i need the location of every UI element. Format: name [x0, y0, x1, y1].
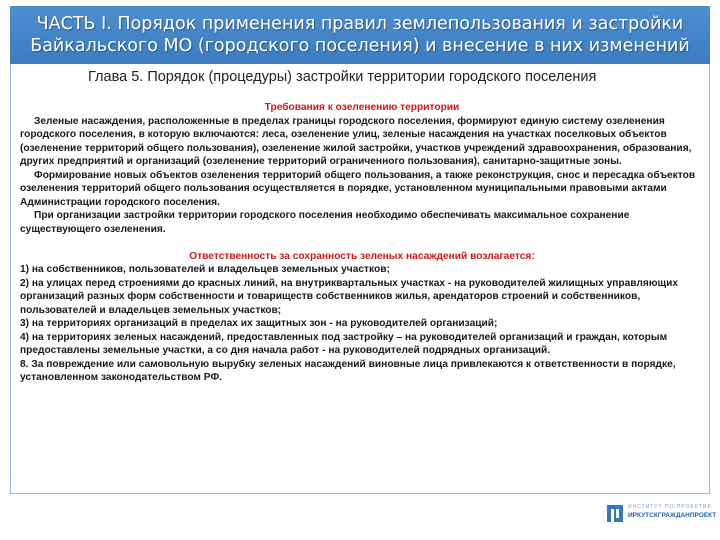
title-line-2: Байкальского МО (городского поселения) и внесение в них изменений [30, 36, 690, 56]
paragraph: При организации застройки территории городского поселения необходимо обеспечивать максимальное сохранение существующего озеленения. [20, 210, 630, 235]
list-item: 8. За повреждение или самовольную вырубку зеленых насаждений виновные лица привлекаются к ответственности в порядке, установленном законодательством РФ. [20, 358, 676, 383]
paragraph: Зеленые насаждения, расположенные в пределах границы городского поселения, формируют единую систему озеленения городского поселения, в которую включаются: леса, озеленение улиц, зеленые насаждения на участках поселковых объектов (озеленение территорий общего пользования), озеленение жилой застройки, участков учреждений здравоохранения, образования, других предприятий и организаций (озеленение территорий ограниченного пользования), санитарно-защитные зоны. [20, 115, 692, 167]
list-item: 2) на улицах перед строениями до красных линий, на внутриквартальных участках - на руководителей жилищных управляющих организаций разных форм собственности и товариществ собственников жилья, арендаторов строений и собственников, пользователей и владельцев земельных участков; [20, 277, 679, 316]
list-item: 3) на территориях организаций в пределах их защитных зон - на руководителей организаций; [20, 318, 498, 329]
title-line-1: ЧАСТЬ I. Порядок применения правил землепользования и застройки [36, 14, 684, 34]
paragraph: Формирование новых объектов озеленения территорий общего пользования, а также реконструкция, снос и пересадка объектов озеленения территорий общего пользования осуществляется в порядке, установленном муниципальными правовыми актами Администрации городского поселения. [20, 169, 696, 208]
chapter-title: Глава 5. Порядок (процедуры) застройки территории городского поселения [88, 69, 597, 85]
logo-name: ИРКУТСКГРАЖДАНПРОЕКТ [628, 512, 717, 519]
list-item: 1) на собственников, пользователей и владельцев земельных участков; [20, 264, 390, 275]
building-icon [606, 503, 624, 523]
slide-header [10, 6, 710, 64]
company-logo [606, 500, 717, 526]
section-heading-greening: Требования к озеленению территории [264, 102, 460, 113]
spacer [20, 236, 704, 250]
document-body [20, 101, 704, 385]
list-item: 4) на территориях зеленых насаждений, предоставленных под застройку – на руководителей организаций и граждан, которым предоставлены земельные участки, а со дня начала работ - на руководителей подрядных организаций. [20, 331, 668, 356]
slide-title [10, 6, 710, 57]
logo-caption: ИНСТИТУТ ПО ПРОЕКТИР. [628, 504, 714, 510]
section-heading-responsibility: Ответственность за сохранность зеленых насаждений возлагается: [189, 250, 535, 262]
